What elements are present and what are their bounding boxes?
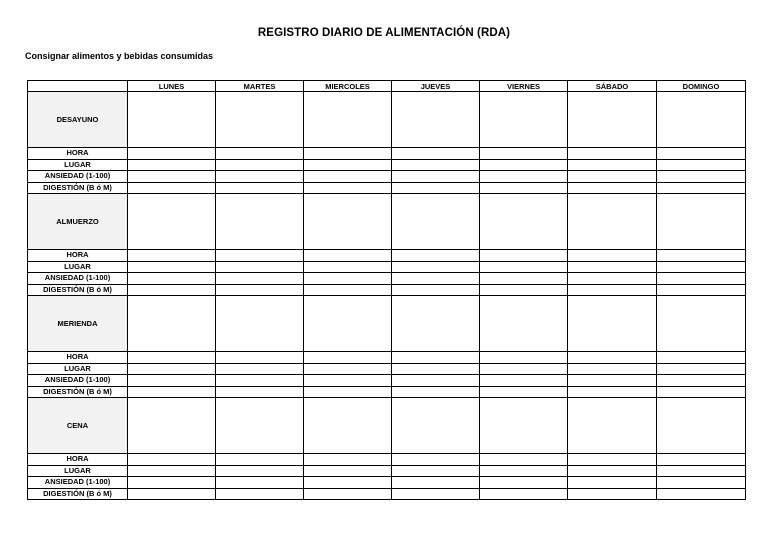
meal-entry-cell[interactable] bbox=[480, 398, 568, 454]
field-entry-cell[interactable] bbox=[304, 465, 392, 477]
field-entry-cell[interactable] bbox=[128, 284, 216, 296]
field-label: ANSIEDAD (1-100) bbox=[28, 375, 128, 387]
field-entry-cell[interactable] bbox=[480, 261, 568, 273]
field-entry-cell[interactable] bbox=[392, 182, 480, 194]
field-entry-cell[interactable] bbox=[657, 148, 746, 160]
meal-entry-cell[interactable] bbox=[216, 194, 304, 250]
meal-row bbox=[28, 398, 746, 454]
field-row bbox=[28, 488, 746, 500]
field-label: HORA bbox=[28, 454, 128, 466]
field-entry-cell[interactable] bbox=[480, 182, 568, 194]
field-entry-cell[interactable] bbox=[392, 171, 480, 183]
document-title: REGISTRO DIARIO DE ALIMENTACIÓN (RDA) bbox=[257, 27, 511, 39]
field-entry-cell[interactable] bbox=[480, 363, 568, 375]
field-row bbox=[28, 375, 746, 387]
field-entry-cell[interactable] bbox=[568, 352, 657, 364]
field-entry-cell[interactable] bbox=[480, 375, 568, 387]
field-entry-cell[interactable] bbox=[480, 284, 568, 296]
meal-label: DESAYUNO bbox=[28, 92, 128, 148]
field-entry-cell[interactable] bbox=[657, 363, 746, 375]
field-row bbox=[28, 284, 746, 296]
field-label: LUGAR bbox=[28, 465, 128, 477]
field-entry-cell[interactable] bbox=[128, 375, 216, 387]
field-label: HORA bbox=[28, 352, 128, 364]
field-entry-cell[interactable] bbox=[657, 250, 746, 262]
field-entry-cell[interactable] bbox=[392, 375, 480, 387]
field-entry-cell[interactable] bbox=[568, 363, 657, 375]
field-entry-cell[interactable] bbox=[216, 171, 304, 183]
day-header: JUEVES bbox=[392, 81, 480, 92]
field-label: DIGESTIÓN (B ó M) bbox=[28, 386, 128, 398]
field-entry-cell[interactable] bbox=[657, 477, 746, 489]
meal-entry-cell[interactable] bbox=[392, 92, 480, 148]
field-entry-cell[interactable] bbox=[216, 182, 304, 194]
field-entry-cell[interactable] bbox=[568, 250, 657, 262]
day-header: DOMINGO bbox=[657, 81, 746, 92]
meal-entry-cell[interactable] bbox=[480, 92, 568, 148]
field-entry-cell[interactable] bbox=[128, 159, 216, 171]
meal-entry-cell[interactable] bbox=[392, 296, 480, 352]
field-entry-cell[interactable] bbox=[392, 386, 480, 398]
field-entry-cell[interactable] bbox=[657, 171, 746, 183]
meal-entry-cell[interactable] bbox=[128, 92, 216, 148]
field-entry-cell[interactable] bbox=[304, 273, 392, 285]
field-entry-cell[interactable] bbox=[304, 284, 392, 296]
field-row bbox=[28, 363, 746, 375]
field-entry-cell[interactable] bbox=[304, 352, 392, 364]
meal-entry-cell[interactable] bbox=[657, 92, 746, 148]
day-header: VIERNES bbox=[480, 81, 568, 92]
field-entry-cell[interactable] bbox=[480, 465, 568, 477]
field-entry-cell[interactable] bbox=[128, 171, 216, 183]
field-entry-cell[interactable] bbox=[304, 363, 392, 375]
meal-entry-cell[interactable] bbox=[568, 92, 657, 148]
field-entry-cell[interactable] bbox=[480, 352, 568, 364]
field-label: LUGAR bbox=[28, 159, 128, 171]
field-entry-cell[interactable] bbox=[657, 386, 746, 398]
field-entry-cell[interactable] bbox=[216, 352, 304, 364]
field-entry-cell[interactable] bbox=[304, 488, 392, 500]
field-entry-cell[interactable] bbox=[304, 454, 392, 466]
field-entry-cell[interactable] bbox=[216, 465, 304, 477]
field-entry-cell[interactable] bbox=[216, 375, 304, 387]
meal-entry-cell[interactable] bbox=[304, 194, 392, 250]
field-entry-cell[interactable] bbox=[304, 159, 392, 171]
day-header: SÁBADO bbox=[568, 81, 657, 92]
field-entry-cell[interactable] bbox=[657, 273, 746, 285]
field-entry-cell[interactable] bbox=[128, 465, 216, 477]
field-entry-cell[interactable] bbox=[568, 488, 657, 500]
meal-entry-cell[interactable] bbox=[304, 92, 392, 148]
field-label: HORA bbox=[28, 250, 128, 262]
meal-entry-cell[interactable] bbox=[128, 194, 216, 250]
field-row bbox=[28, 454, 746, 466]
meal-entry-cell[interactable] bbox=[216, 92, 304, 148]
field-entry-cell[interactable] bbox=[128, 261, 216, 273]
field-entry-cell[interactable] bbox=[392, 273, 480, 285]
field-entry-cell[interactable] bbox=[216, 250, 304, 262]
field-entry-cell[interactable] bbox=[392, 159, 480, 171]
field-entry-cell[interactable] bbox=[128, 477, 216, 489]
meal-label: MERIENDA bbox=[28, 296, 128, 352]
field-entry-cell[interactable] bbox=[392, 352, 480, 364]
field-row bbox=[28, 465, 746, 477]
field-entry-cell[interactable] bbox=[568, 148, 657, 160]
field-entry-cell[interactable] bbox=[657, 352, 746, 364]
field-entry-cell[interactable] bbox=[216, 159, 304, 171]
field-row bbox=[28, 477, 746, 489]
meal-entry-cell[interactable] bbox=[216, 398, 304, 454]
field-entry-cell[interactable] bbox=[304, 386, 392, 398]
meal-entry-cell[interactable] bbox=[128, 296, 216, 352]
field-entry-cell[interactable] bbox=[657, 261, 746, 273]
meal-entry-cell[interactable] bbox=[568, 296, 657, 352]
field-label: DIGESTIÓN (B ó M) bbox=[28, 284, 128, 296]
field-entry-cell[interactable] bbox=[480, 250, 568, 262]
field-entry-cell[interactable] bbox=[392, 261, 480, 273]
meal-entry-cell[interactable] bbox=[568, 398, 657, 454]
field-entry-cell[interactable] bbox=[128, 363, 216, 375]
field-entry-cell[interactable] bbox=[657, 284, 746, 296]
field-entry-cell[interactable] bbox=[480, 159, 568, 171]
field-entry-cell[interactable] bbox=[216, 386, 304, 398]
field-entry-cell[interactable] bbox=[568, 273, 657, 285]
field-entry-cell[interactable] bbox=[392, 250, 480, 262]
meal-entry-cell[interactable] bbox=[128, 398, 216, 454]
field-entry-cell[interactable] bbox=[304, 375, 392, 387]
field-label: ANSIEDAD (1-100) bbox=[28, 171, 128, 183]
meal-entry-cell[interactable] bbox=[304, 398, 392, 454]
field-entry-cell[interactable] bbox=[128, 182, 216, 194]
field-entry-cell[interactable] bbox=[216, 273, 304, 285]
meal-entry-cell[interactable] bbox=[392, 398, 480, 454]
field-entry-cell[interactable] bbox=[392, 363, 480, 375]
food-log-table bbox=[27, 80, 746, 500]
field-label: ANSIEDAD (1-100) bbox=[28, 273, 128, 285]
field-entry-cell[interactable] bbox=[216, 148, 304, 160]
field-entry-cell[interactable] bbox=[657, 454, 746, 466]
field-label: HORA bbox=[28, 148, 128, 160]
field-entry-cell[interactable] bbox=[568, 375, 657, 387]
field-row bbox=[28, 250, 746, 262]
meal-row bbox=[28, 296, 746, 352]
field-entry-cell[interactable] bbox=[568, 261, 657, 273]
field-entry-cell[interactable] bbox=[480, 386, 568, 398]
meal-entry-cell[interactable] bbox=[568, 194, 657, 250]
field-entry-cell[interactable] bbox=[657, 375, 746, 387]
field-entry-cell[interactable] bbox=[128, 488, 216, 500]
field-row bbox=[28, 261, 746, 273]
field-entry-cell[interactable] bbox=[392, 465, 480, 477]
field-entry-cell[interactable] bbox=[568, 171, 657, 183]
meal-entry-cell[interactable] bbox=[657, 398, 746, 454]
field-entry-cell[interactable] bbox=[392, 284, 480, 296]
field-entry-cell[interactable] bbox=[657, 182, 746, 194]
meal-entry-cell[interactable] bbox=[480, 296, 568, 352]
field-row bbox=[28, 148, 746, 160]
day-header: MARTES bbox=[216, 81, 304, 92]
field-entry-cell[interactable] bbox=[304, 250, 392, 262]
field-row bbox=[28, 352, 746, 364]
meal-row bbox=[28, 194, 746, 250]
field-entry-cell[interactable] bbox=[216, 477, 304, 489]
field-entry-cell[interactable] bbox=[480, 171, 568, 183]
meal-label: ALMUERZO bbox=[28, 194, 128, 250]
field-row bbox=[28, 386, 746, 398]
field-entry-cell[interactable] bbox=[568, 465, 657, 477]
field-entry-cell[interactable] bbox=[480, 488, 568, 500]
field-entry-cell[interactable] bbox=[216, 488, 304, 500]
field-row bbox=[28, 171, 746, 183]
document-subtitle: Consignar alimentos y bebidas consumidas bbox=[25, 51, 214, 61]
field-entry-cell[interactable] bbox=[128, 386, 216, 398]
field-row bbox=[28, 273, 746, 285]
field-entry-cell[interactable] bbox=[128, 454, 216, 466]
meal-entry-cell[interactable] bbox=[304, 296, 392, 352]
meal-entry-cell[interactable] bbox=[216, 296, 304, 352]
field-entry-cell[interactable] bbox=[304, 171, 392, 183]
day-header: MIERCOLES bbox=[304, 81, 392, 92]
field-entry-cell[interactable] bbox=[392, 477, 480, 489]
field-label: ANSIEDAD (1-100) bbox=[28, 477, 128, 489]
field-entry-cell[interactable] bbox=[480, 148, 568, 160]
field-entry-cell[interactable] bbox=[128, 352, 216, 364]
field-entry-cell[interactable] bbox=[216, 261, 304, 273]
field-entry-cell[interactable] bbox=[304, 148, 392, 160]
field-entry-cell[interactable] bbox=[480, 454, 568, 466]
field-entry-cell[interactable] bbox=[568, 159, 657, 171]
field-entry-cell[interactable] bbox=[568, 477, 657, 489]
field-entry-cell[interactable] bbox=[480, 477, 568, 489]
meal-entry-cell[interactable] bbox=[392, 194, 480, 250]
field-entry-cell[interactable] bbox=[568, 182, 657, 194]
field-entry-cell[interactable] bbox=[304, 477, 392, 489]
field-entry-cell[interactable] bbox=[128, 250, 216, 262]
meal-row bbox=[28, 92, 746, 148]
field-label: DIGESTIÓN (B ó M) bbox=[28, 488, 128, 500]
field-label: LUGAR bbox=[28, 261, 128, 273]
field-entry-cell[interactable] bbox=[568, 386, 657, 398]
field-entry-cell[interactable] bbox=[657, 159, 746, 171]
field-label: LUGAR bbox=[28, 363, 128, 375]
field-entry-cell[interactable] bbox=[480, 273, 568, 285]
field-entry-cell[interactable] bbox=[216, 284, 304, 296]
meal-entry-cell[interactable] bbox=[657, 194, 746, 250]
field-entry-cell[interactable] bbox=[304, 261, 392, 273]
field-entry-cell[interactable] bbox=[392, 148, 480, 160]
field-entry-cell[interactable] bbox=[568, 284, 657, 296]
field-entry-cell[interactable] bbox=[392, 488, 480, 500]
field-row bbox=[28, 159, 746, 171]
corner-cell bbox=[28, 81, 128, 92]
field-entry-cell[interactable] bbox=[657, 465, 746, 477]
field-entry-cell[interactable] bbox=[304, 182, 392, 194]
field-entry-cell[interactable] bbox=[216, 454, 304, 466]
field-row bbox=[28, 182, 746, 194]
header-row bbox=[28, 81, 746, 92]
meal-label: CENA bbox=[28, 398, 128, 454]
field-entry-cell[interactable] bbox=[128, 148, 216, 160]
meal-entry-cell[interactable] bbox=[480, 194, 568, 250]
field-entry-cell[interactable] bbox=[392, 454, 480, 466]
field-entry-cell[interactable] bbox=[657, 488, 746, 500]
day-header: LUNES bbox=[128, 81, 216, 92]
field-entry-cell[interactable] bbox=[568, 454, 657, 466]
field-label: DIGESTIÓN (B ó M) bbox=[28, 182, 128, 194]
field-entry-cell[interactable] bbox=[128, 273, 216, 285]
field-entry-cell[interactable] bbox=[216, 363, 304, 375]
meal-entry-cell[interactable] bbox=[657, 296, 746, 352]
